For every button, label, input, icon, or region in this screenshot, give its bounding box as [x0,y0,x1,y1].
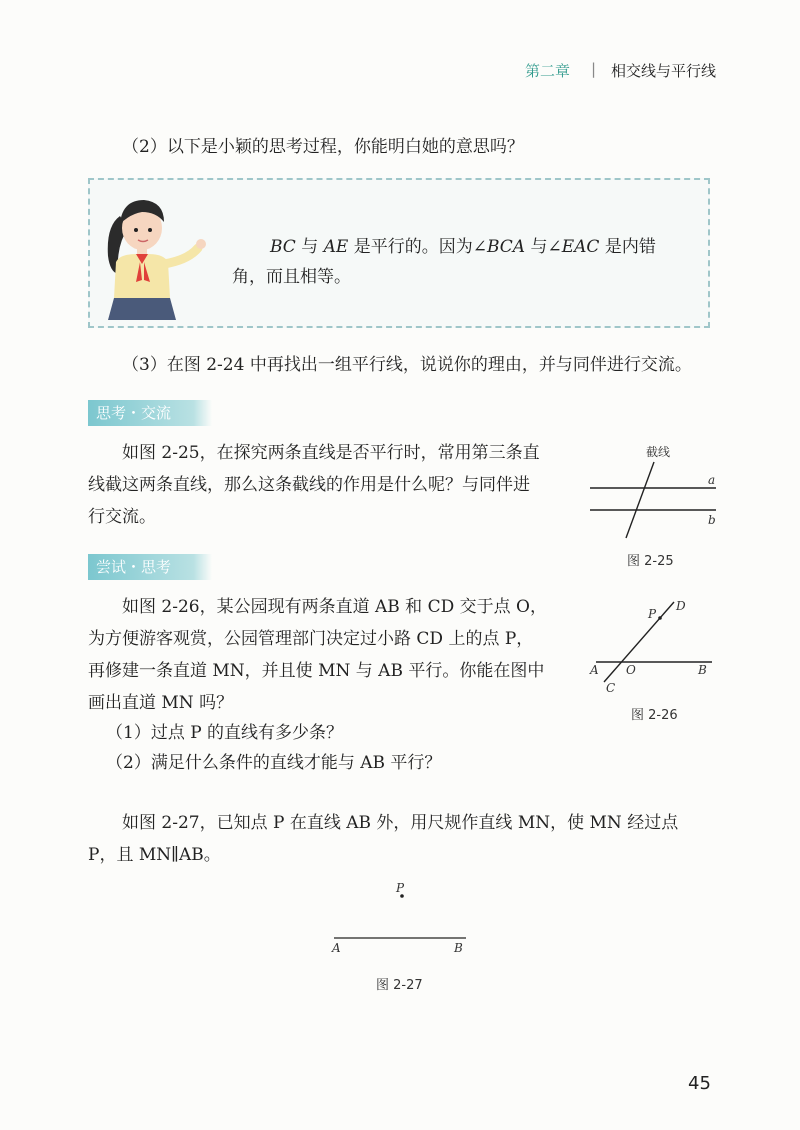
section2-sub-question-2: （2）满足什么条件的直线才能与 AB 平行？ [106,753,442,773]
section1-line-2: 线截这两条直线，那么这条截线的作用是什么呢？与同伴进 [88,475,530,495]
section2-sub-question-1: （1）过点 P 的直线有多少条？ [106,723,344,743]
section-tag-think-discuss: 思考・交流 [88,400,212,426]
figure-2-26 [584,596,724,696]
figure-2-27-caption: 图 2-27 [376,978,423,993]
label-A: A [332,941,341,955]
line-CD [604,602,674,682]
question-2: （2）以下是小颖的思考过程，你能明白她的意思吗？ [122,137,524,157]
label-B: B [454,941,463,955]
chapter-label: 第二章 [525,62,571,80]
girl-illustration [98,186,218,322]
transversal-label: 截线 [646,445,671,459]
section2-line-4: 画出直道 MN 吗？ [88,693,234,713]
point-P [658,616,662,620]
page-number: 45 [688,1073,711,1094]
construction-line-1: 如图 2-27，已知点 P 在直线 AB 外，用尺规作直线 MN，使 MN 经过点 [122,813,679,833]
label-A: A [590,663,599,677]
figure-2-25 [584,440,724,540]
section2-line-3: 再修建一条直道 MN，并且使 MN 与 AB 平行。你能在图中 [88,661,545,681]
header-separator: | [591,60,597,78]
label-P: P [648,607,657,621]
label-C: C [606,681,616,695]
dialog-line-1: BC 与 AE 是平行的。因为∠BCA 与∠EAC 是内错 [270,237,656,257]
section1-line-1: 如图 2-25，在探究两条直线是否平行时，常用第三条直 [122,443,540,463]
construction-line-2: P，且 MN∥AB。 [88,845,221,865]
label-D: D [676,599,686,613]
figure-2-26-caption: 图 2-26 [631,708,678,723]
label-B: B [698,663,707,677]
label-O: O [626,663,636,677]
section1-line-3: 行交流。 [88,507,156,527]
line-a-label: a [708,473,716,487]
line-b-label: b [708,513,716,527]
dialog-line-2: 角，而且相等。 [232,267,351,287]
section2-line-2: 为方便游客观赏，公园管理部门决定过小路 CD 上的点 P， [88,629,534,649]
question-3: （3）在图 2-24 中再找出一组平行线，说说你的理由，并与同伴进行交流。 [122,355,692,375]
figure-2-25-caption: 图 2-25 [627,554,674,569]
label-P: P [396,881,405,895]
section-tag-try-think: 尝试・思考 [88,554,212,580]
section2-line-1: 如图 2-26，某公园现有两条直道 AB 和 CD 交于点 O， [122,597,547,617]
transversal-line [626,462,654,538]
chapter-title: 相交线与平行线 [611,62,717,80]
figure-2-27 [320,876,480,956]
